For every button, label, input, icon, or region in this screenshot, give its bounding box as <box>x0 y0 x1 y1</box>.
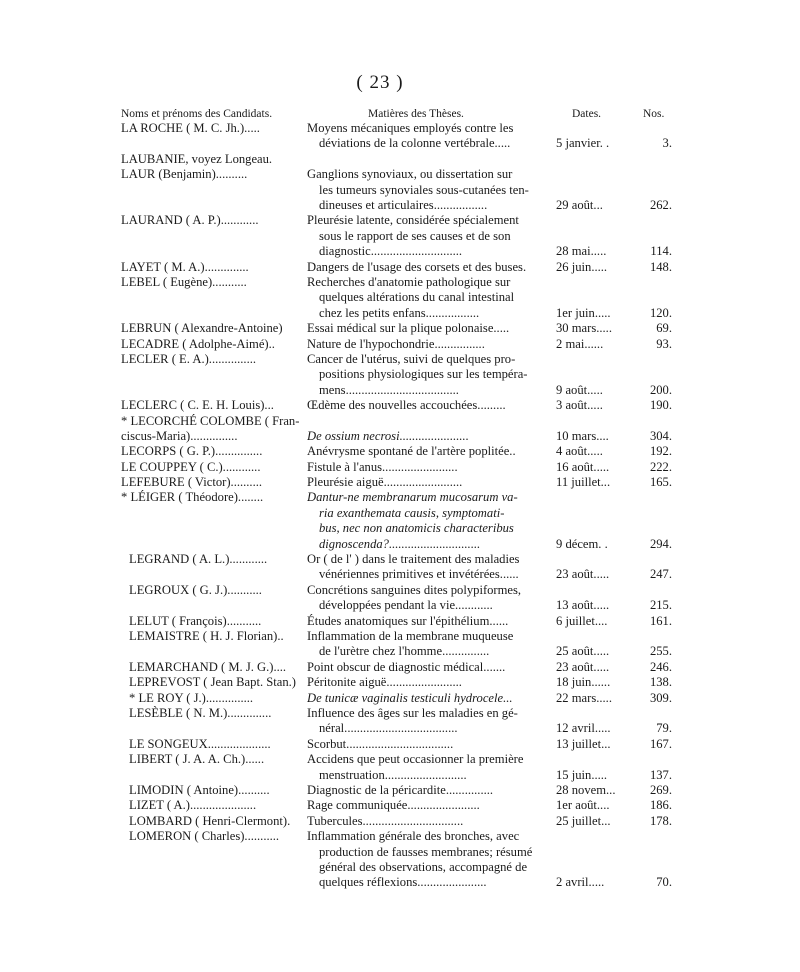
list-item <box>0 629 800 660</box>
thesis-title-line: Diagnostic de la péricardite............... <box>307 782 494 797</box>
thesis-number: 186. <box>649 798 672 813</box>
thesis-title-line: production de fausses membranes; résumé <box>319 844 533 859</box>
thesis-title-line: néral.................................... <box>319 721 458 736</box>
thesis-title <box>307 629 555 660</box>
thesis-title-line: Rage communiquée....................... <box>307 798 480 813</box>
thesis-number: 79. <box>656 721 672 736</box>
thesis-title-line: Pleurésie latente, considérée spécialement <box>307 213 519 228</box>
thesis-title <box>307 814 555 829</box>
candidate-name: LEPREVOST ( Jean Bapt. Stan.) <box>129 675 296 690</box>
list-item <box>0 152 800 167</box>
thesis-number: 255. <box>649 644 672 659</box>
candidate-name: LOMERON ( Charles)........... <box>129 829 280 844</box>
list-item <box>0 660 800 675</box>
candidate-name: LEMARCHAND ( M. J. G.).... <box>129 659 287 674</box>
thesis-title <box>307 352 555 398</box>
candidate-name: LECLER ( E. A.)............... <box>121 351 257 366</box>
thesis-title-line: De tunicæ vaginalis testiculi hydrocele... <box>307 690 513 705</box>
list-item <box>0 752 800 783</box>
defense-date: 2 mai...... <box>556 336 604 351</box>
thesis-number: 93. <box>656 336 672 351</box>
defense-date: 9 août..... <box>556 382 603 397</box>
list-item <box>0 213 800 259</box>
thesis-title-line: Péritonite aiguë........................ <box>307 675 462 690</box>
list-item <box>0 121 800 152</box>
thesis-title-line: Influence des âges sur les maladies en gé- <box>307 706 518 720</box>
thesis-title-line: déviations de la colonne vertébrale..... <box>319 136 511 151</box>
candidate-name: LIBERT ( J. A. A. Ch.)...... <box>129 752 265 767</box>
thesis-title <box>307 752 555 783</box>
defense-date: 25 juillet... <box>556 813 611 828</box>
thesis-title-line: Scorbut.................................. <box>307 736 454 751</box>
defense-date: 23 août..... <box>556 567 610 582</box>
list-item <box>0 614 800 629</box>
candidate-name: LAUR (Benjamin).......... <box>121 167 248 182</box>
thesis-title-line: Inflammation de la membrane muqueuse <box>307 629 514 644</box>
candidate-name: LAURAND ( A. P.)............ <box>121 213 259 228</box>
header-numbers: Nos. <box>643 108 665 120</box>
thesis-title <box>307 167 555 213</box>
thesis-number: 3. <box>662 136 672 151</box>
thesis-number: 138. <box>649 675 672 690</box>
thesis-title-line: dignoscenda?............................. <box>319 536 481 551</box>
defense-date: 15 juin..... <box>556 767 608 782</box>
thesis-title <box>307 660 555 675</box>
thesis-list <box>0 121 800 891</box>
candidate-name: LEFEBURE ( Victor).......... <box>121 475 263 490</box>
thesis-title <box>307 321 555 336</box>
defense-date: 5 janvier. . <box>556 136 610 151</box>
defense-date: 9 décem. . <box>556 536 608 551</box>
candidate-name: LEBEL ( Eugène)........... <box>121 274 247 289</box>
thesis-title-line: Anévrysme spontané de l'artère poplitée.. <box>307 444 516 459</box>
defense-date: 1er août.... <box>556 798 610 813</box>
thesis-number: 120. <box>649 305 672 320</box>
thesis-number: 304. <box>649 428 672 443</box>
list-item <box>0 475 800 490</box>
thesis-number: 222. <box>649 459 672 474</box>
defense-date: 28 novem... <box>556 782 616 797</box>
thesis-title-line: Cancer de l'utérus, suivi de quelques pro- <box>307 351 516 366</box>
thesis-title-line: Accidens que peut occasionner la première <box>307 752 524 767</box>
thesis-title <box>307 398 555 413</box>
list-item <box>0 275 800 321</box>
thesis-title <box>307 691 555 706</box>
thesis-title <box>307 552 555 583</box>
thesis-title-line: vénériennes primitives et invétérées...... <box>319 567 519 582</box>
thesis-title-line: positions physiologiques sur les tempéra- <box>319 367 528 382</box>
list-item <box>0 321 800 336</box>
thesis-number: 200. <box>649 382 672 397</box>
candidate-name: LEMAISTRE ( H. J. Florian).. <box>129 629 284 644</box>
header-dates: Dates. <box>572 108 602 120</box>
thesis-number: 294. <box>649 536 672 551</box>
defense-date: 10 mars.... <box>556 428 609 443</box>
candidate-name: LOMBARD ( Henri-Clermont). <box>129 813 291 828</box>
list-item <box>0 260 800 275</box>
defense-date: 26 juin..... <box>556 259 608 274</box>
defense-date: 3 août..... <box>556 398 603 413</box>
thesis-title-line: bus, nec non anatomicis characteribus <box>319 521 514 536</box>
thesis-title-line: ria exanthemata causis, symptomati- <box>319 505 505 520</box>
thesis-title-line: Or ( de l' ) dans le traitement des maladies <box>307 552 520 567</box>
defense-date: 29 août... <box>556 197 603 212</box>
thesis-title <box>307 429 555 444</box>
thesis-title-line: Point obscur de diagnostic médical....... <box>307 659 506 674</box>
list-item <box>0 444 800 459</box>
candidate-name: LA ROCHE ( M. C. Jh.)..... <box>121 121 260 135</box>
candidate-name: LE COUPPEY ( C.)............ <box>121 459 261 474</box>
thesis-number: 262. <box>649 197 672 212</box>
defense-date: 6 juillet.... <box>556 613 608 628</box>
thesis-title <box>307 829 555 891</box>
page-number: ( 23 ) <box>356 72 404 93</box>
thesis-title-line: diagnostic............................. <box>319 244 463 259</box>
list-item <box>0 490 800 552</box>
list-item <box>0 414 800 429</box>
thesis-title <box>307 614 555 629</box>
thesis-title <box>307 460 555 475</box>
thesis-number: 148. <box>649 259 672 274</box>
thesis-title <box>307 583 555 614</box>
thesis-number: 70. <box>656 875 672 890</box>
thesis-title-line: Moyens mécaniques employés contre les <box>307 121 514 135</box>
list-item <box>0 691 800 706</box>
defense-date: 23 août..... <box>556 659 610 674</box>
header-subjects: Matières des Thèses. <box>368 108 464 120</box>
defense-date: 4 août..... <box>556 444 603 459</box>
candidate-name: LECORPS ( G. P.)............... <box>121 444 263 459</box>
thesis-number: 246. <box>649 659 672 674</box>
thesis-title <box>307 260 555 275</box>
defense-date: 2 avril..... <box>556 875 605 890</box>
candidate-name: ciscus-Maria)............... <box>121 428 238 443</box>
candidate-name: LEBRUN ( Alexandre-Antoine) <box>121 321 283 336</box>
thesis-title-line: De ossium necrosi...................... <box>307 428 469 443</box>
thesis-title <box>307 121 555 152</box>
candidate-name: LAYET ( M. A.).............. <box>121 259 249 274</box>
defense-date: 30 mars..... <box>556 321 612 336</box>
thesis-title <box>307 490 555 552</box>
thesis-number: 269. <box>649 782 672 797</box>
list-item <box>0 167 800 213</box>
thesis-title <box>307 275 555 321</box>
thesis-title-line: quelques altérations du canal intestinal <box>319 290 515 305</box>
candidate-name: LECLERC ( C. E. H. Louis)... <box>121 398 274 413</box>
candidate-name: LESÈBLE ( N. M.).............. <box>129 706 272 720</box>
list-item <box>0 583 800 614</box>
list-item <box>0 429 800 444</box>
candidate-name: * LECORCHÉ COLOMBE ( Fran- <box>121 413 300 428</box>
thesis-title-line: général des observations, accompagné de <box>319 859 528 874</box>
thesis-number: 190. <box>649 398 672 413</box>
thesis-title-line: menstruation.......................... <box>319 767 467 782</box>
thesis-title-line: Œdème des nouvelles accouchées......... <box>307 398 506 413</box>
thesis-title <box>307 783 555 798</box>
defense-date: 1er juin..... <box>556 305 611 320</box>
list-item <box>0 798 800 813</box>
list-item <box>0 783 800 798</box>
list-item <box>0 814 800 829</box>
thesis-title-line: dineuses et articulaires................. <box>319 198 488 212</box>
candidate-name: LECADRE ( Adolphe-Aimé).. <box>121 336 275 351</box>
thesis-title-line: chez les petits enfans................. <box>319 305 480 320</box>
thesis-title-line: développées pendant la vie............ <box>319 598 493 613</box>
thesis-title-line: Essai médical sur la plique polonaise..... <box>307 321 510 336</box>
thesis-title <box>307 675 555 690</box>
defense-date: 25 août..... <box>556 644 610 659</box>
thesis-title-line: Pleurésie aiguë......................... <box>307 475 463 490</box>
defense-date: 28 mai..... <box>556 244 607 259</box>
thesis-number: 215. <box>649 598 672 613</box>
thesis-title <box>307 475 555 490</box>
thesis-title-line: Dantur-ne membranarum mucosarum va- <box>307 490 518 505</box>
thesis-title <box>307 337 555 352</box>
thesis-number: 69. <box>656 321 672 336</box>
list-item <box>0 337 800 352</box>
list-item <box>0 460 800 475</box>
list-item <box>0 398 800 413</box>
candidate-name: LELUT ( François)........... <box>129 613 262 628</box>
candidate-name: LEGROUX ( G. J.)........... <box>129 582 262 597</box>
defense-date: 22 mars..... <box>556 690 612 705</box>
candidate-name: LIMODIN ( Antoine).......... <box>129 782 270 797</box>
thesis-number: 309. <box>649 690 672 705</box>
thesis-number: 165. <box>649 475 672 490</box>
thesis-number: 114. <box>650 244 672 259</box>
defense-date: 18 juin...... <box>556 675 611 690</box>
header-names: Noms et prénoms des Candidats. <box>121 108 273 120</box>
candidate-name: LAUBANIE, voyez Longeau. <box>121 151 273 166</box>
thesis-title-line: Dangers de l'usage des corsets et des buses. <box>307 259 527 274</box>
thesis-title-line: Nature de l'hypochondrie................ <box>307 336 485 351</box>
thesis-title <box>307 444 555 459</box>
list-item <box>0 675 800 690</box>
thesis-number: 137. <box>649 767 672 782</box>
defense-date: 12 avril..... <box>556 721 611 736</box>
list-item <box>0 552 800 583</box>
thesis-title <box>307 706 555 737</box>
thesis-title-line: quelques réflexions...................... <box>319 875 487 890</box>
candidate-name: LIZET ( A.)..................... <box>129 798 257 813</box>
thesis-title-line: Ganglions synoviaux, ou dissertation sur <box>307 167 513 182</box>
thesis-title <box>307 737 555 752</box>
thesis-number: 247. <box>649 567 672 582</box>
thesis-title-line: Inflammation générale des bronches, avec <box>307 829 520 844</box>
thesis-title-line: de l'urètre chez l'homme............... <box>319 644 490 659</box>
list-item <box>0 352 800 398</box>
candidate-name: * LE ROY ( J.)............... <box>129 690 254 705</box>
list-item <box>0 706 800 737</box>
thesis-title <box>307 798 555 813</box>
thesis-title-line: Tubercules................................ <box>307 813 464 828</box>
thesis-number: 178. <box>649 813 672 828</box>
list-item <box>0 829 800 891</box>
defense-date: 13 juillet... <box>556 736 611 751</box>
thesis-number: 167. <box>649 736 672 751</box>
candidate-name: * LÉIGER ( Théodore)........ <box>121 490 264 505</box>
thesis-number: 161. <box>649 613 672 628</box>
defense-date: 16 août..... <box>556 459 610 474</box>
thesis-title-line: Recherches d'anatomie pathologique sur <box>307 274 511 289</box>
thesis-title <box>307 213 555 259</box>
list-item <box>0 737 800 752</box>
thesis-title-line: sous le rapport de ses causes et de son <box>319 228 511 243</box>
defense-date: 13 août..... <box>556 598 610 613</box>
thesis-title-line: mens.................................... <box>319 382 459 397</box>
thesis-number: 192. <box>649 444 672 459</box>
candidate-name: LE SONGEUX.................... <box>129 736 271 751</box>
thesis-title-line: Fistule à l'anus........................ <box>307 459 458 474</box>
thesis-title-line: Études anatomiques sur l'épithélium...... <box>307 613 509 628</box>
candidate-name: LEGRAND ( A. L.)............ <box>129 552 268 567</box>
defense-date: 11 juillet... <box>556 475 611 490</box>
thesis-title-line: les tumeurs synoviales sous-cutanées ten- <box>319 182 529 197</box>
thesis-title-line: Concrétions sanguines dites polypiformes, <box>307 582 522 597</box>
